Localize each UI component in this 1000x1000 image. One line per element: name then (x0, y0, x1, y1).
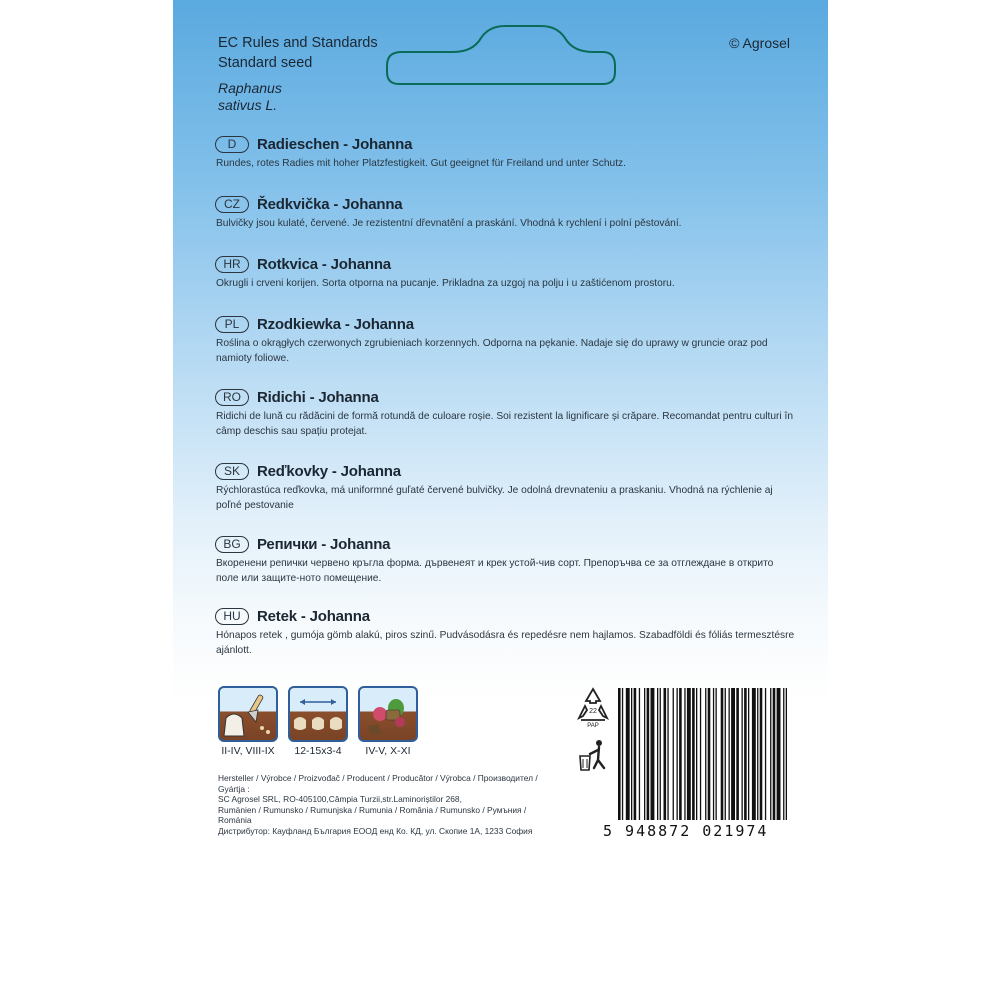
barcode-bar (687, 688, 691, 820)
copyright-label: © Agrosel (729, 35, 790, 51)
barcode-bar (721, 688, 724, 820)
barcode-bar (684, 688, 685, 820)
barcode-bar (748, 688, 749, 820)
barcode-bar (783, 688, 784, 820)
barcode-bar (786, 688, 787, 820)
variety-description: Ridichi de lună cu rădăcini de formă rotundă de culoare roșie. Soi rezistent la lignificare și crăpare. Recomandat pentru culturi în câmp deschis sau spațiu protejat. (216, 411, 794, 437)
variety-name: Retek - Johanna (257, 607, 370, 625)
barcode-bar (696, 688, 697, 820)
barcode-bar (752, 688, 756, 820)
language-code: BG (215, 536, 249, 553)
barcode-bar (692, 688, 695, 820)
language-code: SK (215, 463, 249, 480)
variety-description: Roślina o okrągłych czerwonych zgrubieniach korzennych. Odporna na pękanie. Nadaje się do uprawy w gruncie oraz pod namioty foliowe. (216, 338, 768, 364)
barcode-bar (736, 688, 739, 820)
variety-description: Rýchlorastúca reďkovka, má uniformné guľaté červené bulvičky. Je odolná drevnateniu a praskaniu. Vhodná na rýchlenie aj poľné pestovanie (216, 485, 773, 511)
language-code: HU (215, 608, 249, 625)
language-code: CZ (215, 196, 249, 213)
variety-description: Rundes, rotes Radies mit hoher Platzfestigkeit. Gut geeignet für Freiland und unter Schutz. (216, 158, 626, 169)
language-code: PL (215, 316, 249, 333)
barcode-bar (664, 688, 667, 820)
litter-bin-icon (576, 738, 610, 774)
sowing-icon (218, 686, 278, 742)
barcode-digits: 5 948872 021974 (603, 822, 769, 840)
pictogram-sowing (218, 686, 278, 757)
barcode-bar (705, 688, 706, 820)
barcode-bar (644, 688, 645, 820)
variety-name: Reďkovky - Johanna (257, 462, 401, 480)
barcode-bar (634, 688, 637, 820)
harvest-icon (358, 686, 418, 742)
barcode-bar (667, 688, 668, 820)
barcode-bar (731, 688, 735, 820)
variety-name: Репички - Johanna (257, 535, 391, 553)
variety-description: Hónapos retek , gumója gömb alakú, piros szinű. Pudvásodásra és repedésre nem hajlamos. Szabadföldi és fóliás termesztésre ajánlott. (216, 630, 795, 656)
recycle-number: 22 (589, 708, 597, 715)
latin-name: Raphanus sativus L. (218, 80, 282, 113)
manufacturer-info: Hersteller / Výrobce / Proizvođač / Producent / Producător / Výrobca / Производител / Gyártja : SC Agrosel SRL, RO-405100,Câmpia Turzii,str.Laminoriștilor 268, Rumänien / Rumunsko / Rumunjska / Rumunia / România / Rumunsko / Румъния / Románia Дистрибутор: Кауфланд България ЕООД енд Ко. КД, ул. Скопие 1А, 1233 София (218, 773, 538, 836)
harvest-period: IV-V, X-XI (365, 745, 411, 757)
language-block-pl (215, 314, 795, 366)
variety-name: Radieschen - Johanna (257, 135, 413, 153)
barcode-bar (773, 688, 776, 820)
language-block-hr (215, 254, 795, 291)
barcode-bar (708, 688, 711, 820)
standards-line: EC Rules and Standards (218, 35, 378, 51)
seed-class-line: Standard seed (218, 55, 313, 71)
language-block-sk (215, 461, 795, 513)
pictogram-harvest (358, 686, 418, 757)
variety-name: Rzodkiewka - Johanna (257, 315, 414, 333)
barcode-bar (742, 688, 743, 820)
barcode-bar (679, 688, 682, 820)
spacing-value: 12-15x3-4 (294, 745, 342, 757)
ean-barcode (616, 688, 788, 820)
barcode-bar (700, 688, 701, 820)
barcode-bar (657, 688, 658, 820)
sowing-period: II-IV, VIII-IX (221, 745, 275, 757)
barcode-bar (765, 688, 766, 820)
seed-packet-back (173, 0, 828, 1000)
language-code: HR (215, 256, 249, 273)
variety-name: Ředkvička - Johanna (257, 195, 403, 213)
recycle-icon (573, 686, 613, 728)
barcode-bar (639, 688, 640, 820)
pictogram-row (218, 686, 428, 757)
language-block-ro (215, 387, 795, 439)
language-code: D (215, 136, 249, 153)
barcode-bar (713, 688, 714, 820)
barcode-bar (622, 688, 623, 820)
barcode-bar (651, 688, 655, 820)
variety-description: Bulvičky jsou kulaté, červené. Je rezistentní dřevnatění a praskání. Vhodná k rychlení i polní pěstování. (216, 218, 682, 229)
barcode-bar (660, 688, 661, 820)
barcode-bar (677, 688, 678, 820)
barcode-bar (777, 688, 781, 820)
barcode-bar (631, 688, 632, 820)
pictogram-spacing (288, 686, 348, 757)
barcode-bar (626, 688, 630, 820)
variety-name: Rotkvica - Johanna (257, 255, 391, 273)
barcode-bar (618, 688, 621, 820)
recycle-material: PAP (587, 723, 599, 728)
barcode-bar (716, 688, 717, 820)
hang-tab-cutout-icon (381, 22, 621, 92)
spacing-icon (288, 686, 348, 742)
language-block-bg (215, 534, 795, 586)
barcode-bar (760, 688, 763, 820)
variety-description: Вкоренени репички червено кръгла форма. дървенеят и крек устой-чив сорт. Препоръчва се за отглеждане в открито поле или защите-ното помещение. (216, 558, 774, 584)
variety-description: Okrugli i crveni korijen. Sorta otporna na pucanje. Prikladna za uzgoj na polju i u zaštićenom prostoru. (216, 278, 675, 289)
language-block-hu (215, 606, 795, 658)
barcode-bar (725, 688, 726, 820)
barcode-bar (770, 688, 771, 820)
barcode-bar (673, 688, 674, 820)
variety-name: Ridichi - Johanna (257, 388, 379, 406)
barcode-bar (757, 688, 758, 820)
language-block-de (215, 134, 795, 171)
language-block-cz (215, 194, 795, 231)
language-code: RO (215, 389, 249, 406)
barcode-bar (744, 688, 747, 820)
barcode-bar (729, 688, 730, 820)
barcode-bar (647, 688, 650, 820)
